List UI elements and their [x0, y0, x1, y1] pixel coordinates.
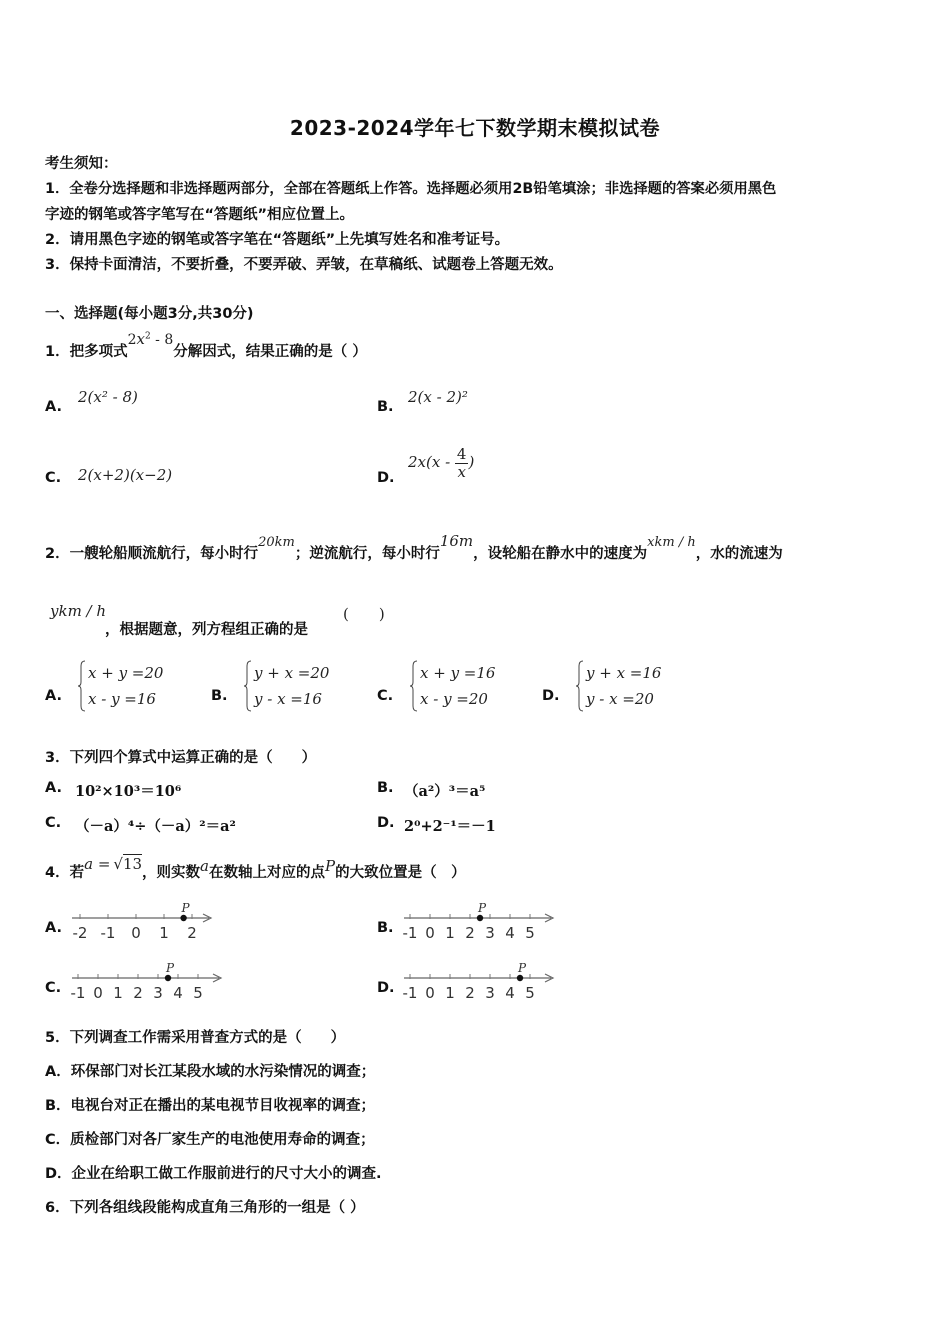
point-p	[165, 975, 171, 981]
tick-label: 3	[485, 984, 495, 1002]
tick-label: 3	[485, 924, 495, 942]
q2-option-a-label: A.	[45, 688, 62, 704]
q4-option-b-label: B.	[377, 920, 394, 936]
tick-label: 1	[445, 984, 455, 1002]
q1-option-c-label: C.	[45, 470, 62, 486]
tick-label: 4	[505, 924, 515, 942]
question-2-text-4: ，水的流速为	[695, 546, 783, 562]
q5-option-a: A．环保部门对长江某段水域的水污染情况的调查；	[45, 1064, 376, 1080]
q4-option-d-label: D.	[377, 980, 395, 996]
q5-option-c: C．质检部门对各厂家生产的电池使用寿命的调查；	[45, 1132, 375, 1148]
q1-option-a-label: A.	[45, 399, 62, 415]
q1-option-b-label: B.	[377, 399, 394, 415]
q2-option-c-label: C.	[377, 688, 394, 704]
q3-option-d-expr: 2⁰+2⁻¹＝－1	[404, 818, 496, 835]
question-2-var-x: xkm / h	[647, 535, 696, 550]
question-2-line-2	[50, 602, 106, 620]
tick-label: 0	[425, 924, 435, 942]
tick-label: -1	[100, 924, 116, 942]
point-p-label: P	[165, 962, 175, 975]
tick-label: 0	[131, 924, 141, 942]
question-4-stem: 4．若a = √13，则实数a在数轴上对应的点P的大致位置是（ ）	[45, 855, 466, 881]
notice-item-2: 2．请用黑色字迹的钢笔或答字笔在“答题纸”上先填写姓名和准考证号。	[45, 232, 510, 248]
question-6-stem: 6．下列各组线段能构成直角三角形的一组是（ ）	[45, 1200, 365, 1216]
tick-label: 2	[465, 924, 475, 942]
q1-option-b-expr: 2(x - 2)²	[408, 388, 468, 406]
question-2-answer-paren: ( )	[343, 605, 385, 623]
q2-option-b-label: B.	[211, 688, 228, 704]
q1-option-a-expr: 2(x² - 8)	[78, 388, 138, 406]
tick-label: 2	[187, 924, 197, 942]
notice-item-1-line-2: 字迹的钢笔或答字笔写在“答题纸”相应位置上。	[45, 207, 355, 223]
tick-label: 4	[173, 984, 183, 1002]
q4-number-line-d	[402, 962, 557, 1002]
q5-option-b: B．电视台对正在播出的某电视节目收视率的调查；	[45, 1098, 376, 1114]
q4-option-c-label: C.	[45, 980, 62, 996]
q3-option-d-label: D.	[377, 815, 395, 831]
tick-label: 1	[159, 924, 169, 942]
tick-label: -2	[72, 924, 88, 942]
tick-label: 0	[425, 984, 435, 1002]
question-1-expression: $2x^2 - 8$	[127, 330, 174, 348]
tick-label: 3	[153, 984, 163, 1002]
question-2-text-2: ；逆流航行，每小时行	[294, 546, 440, 562]
page-title: 2023-2024学年七下数学期末模拟试卷	[289, 116, 661, 140]
question-2-text-3: ，设轮船在静水中的速度为	[473, 546, 648, 562]
question-2-line-1	[45, 532, 783, 563]
q1-option-d-label: D.	[377, 470, 395, 486]
question-2-var-y: ykm / h	[50, 602, 107, 620]
q4-option-a-label: A.	[45, 920, 62, 936]
q1-option-c-expr: 2(x+2)(x−2)	[78, 466, 173, 484]
q4-number-line-c	[70, 962, 225, 1002]
tick-label: 5	[193, 984, 203, 1002]
question-5-stem: 5．下列调查工作需采用普查方式的是（ ）	[45, 1030, 346, 1046]
point-p-label: P	[517, 962, 527, 975]
tick-label: -1	[402, 984, 418, 1002]
tick-label: 1	[113, 984, 123, 1002]
point-p	[477, 915, 483, 921]
q3-option-c-expr: （－a）⁴÷（－a）²＝a²	[75, 818, 236, 835]
tick-label: 2	[465, 984, 475, 1002]
q3-option-a-label: A.	[45, 780, 62, 796]
question-1-suffix: 分解因式，结果正确的是（ ）	[173, 344, 367, 360]
tick-label: 5	[525, 924, 535, 942]
q3-option-b-label: B.	[377, 780, 394, 796]
tick-label: 0	[93, 984, 103, 1002]
q5-option-d: D．企业在给职工做工作服前进行的尺寸大小的调查.	[45, 1166, 382, 1182]
point-p	[180, 915, 186, 921]
tick-label: 2	[133, 984, 143, 1002]
section-heading: 一、选择题(每小题3分,共30分)	[45, 306, 254, 322]
q3-option-a-expr: 10²×10³＝10⁶	[75, 783, 182, 800]
notice-item-1-line-1: 1．全卷分选择题和非选择题两部分，全部在答题纸上作答。选择题必须用2B铅笔填涂；非选择题的答案必须用黑色	[45, 181, 777, 197]
question-4-condition: a = √13	[84, 855, 143, 873]
tick-label: 5	[525, 984, 535, 1002]
question-2-line-2-text: ，根据题意，列方程组正确的是	[105, 622, 308, 638]
tick-label: 1	[445, 924, 455, 942]
notice-item-3: 3．保持卡面清洁，不要折叠，不要弄破、弄皱，在草稿纸、试题卷上答题无效。	[45, 257, 563, 273]
question-1-stem	[45, 330, 367, 361]
q2-option-d-label: D.	[542, 688, 560, 704]
q2-option-a-system: x + y =20 x - y =16	[78, 660, 163, 712]
question-2-text-1: 2．一艘轮船顺流航行，每小时行	[45, 546, 259, 562]
q4-number-line-a	[70, 902, 215, 942]
q2-option-d-system: y + x =16 y - x =20	[576, 660, 661, 712]
q3-option-b-expr: （a²）³＝a⁵	[404, 783, 486, 800]
notice-heading: 考生须知：	[45, 156, 118, 172]
q3-option-c-label: C.	[45, 815, 62, 831]
q2-option-c-system: x + y =16 x - y =20	[410, 660, 495, 712]
q4-number-line-b	[402, 902, 557, 942]
question-2-upstream-speed: 16m	[439, 532, 474, 550]
question-2-downstream-speed: 20km	[258, 535, 295, 550]
tick-label: -1	[402, 924, 418, 942]
q1-option-d-expr: 2x(x - $\frac{4}{x}$ )	[408, 445, 475, 481]
tick-label: -1	[70, 984, 86, 1002]
question-1-prefix: 1．把多项式	[45, 344, 128, 360]
point-p-label: P	[181, 902, 190, 915]
point-p-label: P	[477, 902, 487, 915]
q2-option-b-system: y + x =20 y - x =16	[244, 660, 329, 712]
tick-label: 4	[505, 984, 515, 1002]
point-p	[517, 975, 523, 981]
question-3-stem: 3．下列四个算式中运算正确的是（ ）	[45, 750, 317, 766]
